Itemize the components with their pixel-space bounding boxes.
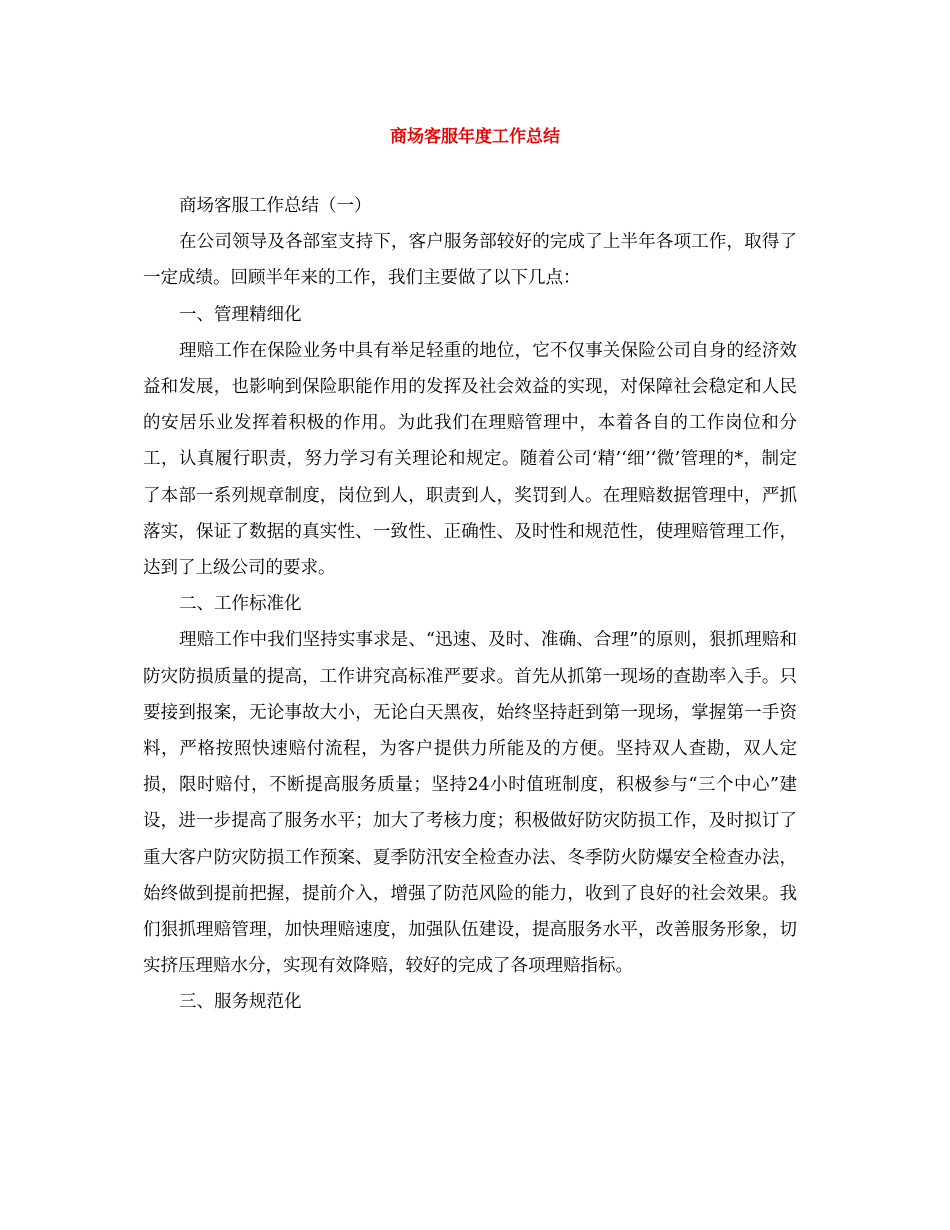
document-title: 商场客服年度工作总结 xyxy=(390,127,560,147)
section-heading-3: 三、服务规范化 xyxy=(179,992,302,1013)
document-body xyxy=(143,188,797,1021)
section-subtitle: 商场客服工作总结（一） xyxy=(179,196,372,216)
body-paragraph: 理赔工作中我们坚持实事求是、“迅速、及时、准确、合理”的原则，狠抓理赔和防灾防损质量的提高，工作讲究高标准严要求。首先从抓第一现场的查勘率入手。只要接到报案，无论事故大小，无论白天黑夜，始终坚持赶到第一现场，掌握第一手资料，严格按照快速赔付流程，为客户提供力所能及的方便。坚持双人查勘，双人定损，限时赔付，不断提高服务质量；坚持24小时值班制度，积极参与“三个中心”建设，进一步提高了服务水平；加大了考核力度；积极做好防灾防损工作，及时拟订了重大客户防灾防损工作预案、夏季防汛安全检查办法、冬季防火防爆安全检查办法，始终做到提前把握，提前介入，增强了防范风险的能力，收到了良好的社会效果。我们狠抓理赔管理，加快理赔速度，加强队伍建设，提高服务水平，改善服务形象，切实挤压理赔水分，实现有效降赔，较好的完成了各项理赔指标。 xyxy=(143,630,797,977)
body-paragraph: 理赔工作在保险业务中具有举足轻重的地位，它不仅事关保险公司自身的经济效益和发展，也影响到保险职能作用的发挥及社会效益的实现，对保障社会稳定和人民的安居乐业发挥着积极的作用。为此我们在理赔管理中，本着各自的工作岗位和分工，认真履行职责，努力学习有关理论和规定。随着公司‘精’‘细’‘微’管理的*，制定了本部一系列规章制度，岗位到人，职责到人，奖罚到人。在理赔数据管理中，严抓落实，保证了数据的真实性、一致性、正确性、及时性和规范性，使理赔管理工作，达到了上级公司的要求。 xyxy=(143,340,797,579)
section-heading-1: 一、管理精细化 xyxy=(179,304,302,325)
section-heading-2: 二、工作标准化 xyxy=(179,594,302,615)
intro-paragraph: 在公司领导及各部室支持下，客户服务部较好的完成了上半年各项工作，取得了一定成绩。回顾半年来的工作，我们主要做了以下几点： xyxy=(143,232,797,289)
